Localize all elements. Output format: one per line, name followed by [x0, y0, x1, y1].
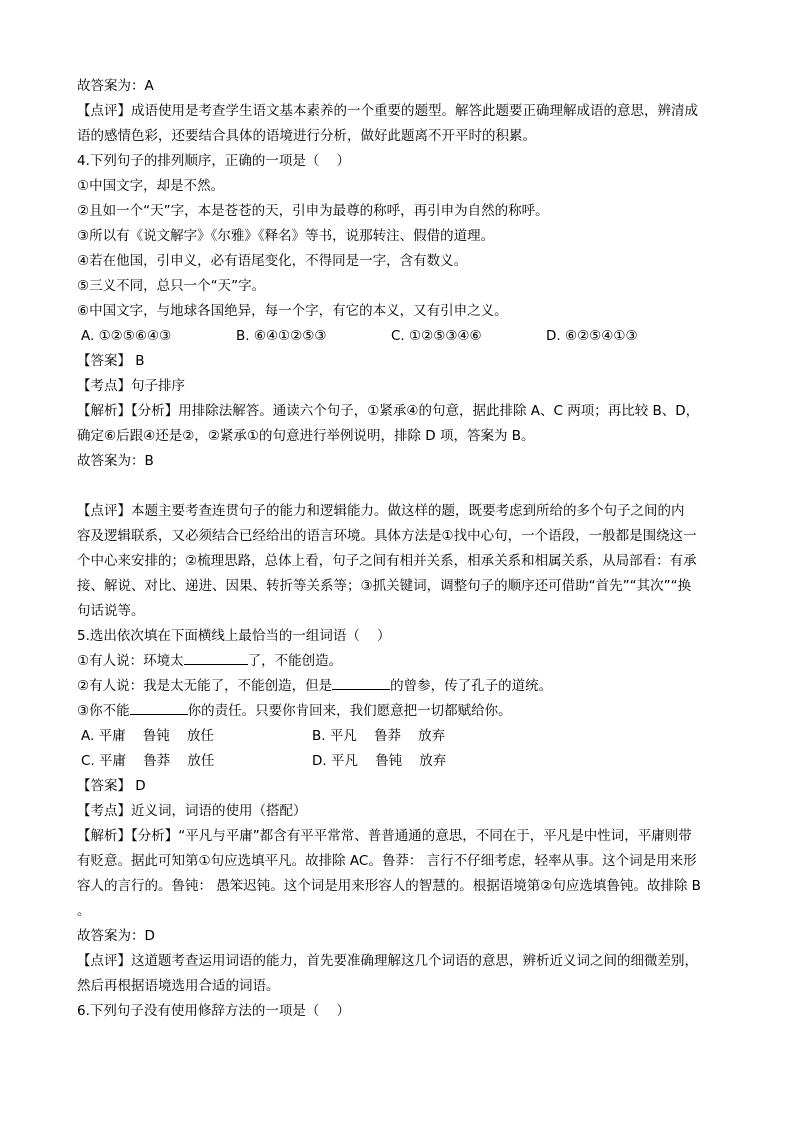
review-line: 然后再根据语境选用合适的词语。 [77, 978, 280, 994]
text-line: ③所以有《说文解字》《尔雅》《释名》等书，说那转注、假借的道理。 [77, 228, 495, 244]
analysis-line: 确定⑥后跟④还是②，②紧承①的句意进行举例说明，排除 D 项，答案为 B。 [77, 428, 535, 444]
question-6-title: 6.下列句子没有使用修辞方法的一项是（ ） [77, 1003, 351, 1019]
q5-option-a: A. 平庸 鲁钝 放任 [81, 728, 214, 744]
text-line: 故答案为：A [77, 78, 154, 94]
answer-line: 【答案】 B [77, 353, 145, 369]
question-5-title: 5.选出依次填在下面横线上最恰当的一组词语（ ） [77, 628, 391, 644]
q4-option-a: A. ①②⑤⑥④③ [81, 328, 172, 344]
document-page [77, 74, 725, 1024]
q4-options [77, 324, 725, 349]
analysis-line: 有贬意。据此可知第①句应选填平凡。故排除 AC。鲁莽： 言行不仔细考虑，轻率从事。这个词是用来形 [77, 853, 697, 869]
text-line: 故答案为：D [77, 928, 155, 944]
q5-option-b: B. 平凡 鲁莽 放弃 [312, 728, 446, 744]
fill-blank [130, 699, 188, 715]
q4-option-b: B. ⑥④①②⑤③ [236, 328, 327, 344]
review-line: 个中心来安排的；②梳理思路，总体上看，句子之间有相并关系，相承关系和相属关系，从局部看：有承 [77, 553, 697, 569]
question-4-title: 4.下列句子的排列顺序，正确的一项是（ ） [77, 153, 351, 169]
q5-option-d: D. 平凡 鲁钝 放弃 [312, 753, 447, 769]
text-line: 语的感情色彩，还要结合具体的语境进行分析，做好此题离不开平时的积累。 [77, 128, 536, 144]
q5-sentence-1: ①有人说：环境太 了，不能创造。 [77, 649, 725, 674]
q5-options-row-2 [77, 749, 725, 774]
text-line: ①中国文字，却是不然。 [77, 178, 225, 194]
q4-option-d: D. ⑥②⑤④①③ [546, 328, 638, 344]
review-line: 句话说等。 [77, 603, 145, 619]
review-line: 【点评】这道题考查运用词语的能力，首先要准确理解这几个词语的意思，辨析近义词之间的细微差别， [77, 953, 698, 969]
review-line: 【点评】本题主要考查连贯句子的能力和逻辑能力。做这样的题，既要考虑到所给的多个句子之间的内 [77, 503, 685, 519]
topic-line: 【考点】近义词，词语的使用（搭配） [77, 803, 307, 819]
analysis-line: 容人的言行的。鲁钝： 愚笨迟钝。这个词是用来形容人的智慧的。根据语境第②句应选填鲁钝。故排除 B [77, 878, 701, 894]
analysis-line: 。 [77, 903, 91, 919]
fill-blank [332, 674, 390, 690]
q5-options-row-1 [77, 724, 725, 749]
answer-line: 【答案】 D [77, 778, 146, 794]
spacer [77, 474, 725, 499]
q5-option-c: C. 平庸 鲁莽 放任 [81, 753, 215, 769]
text-line: 故答案为：B [77, 453, 154, 469]
fill-blank [184, 649, 248, 665]
q5-sentence-2: ②有人说：我是太无能了，不能创造，但是 的曾参，传了孔子的道统。 [77, 674, 725, 699]
text-line: ④若在他国，引申义，必有语尾变化，不得同是一字，含有数义。 [77, 253, 468, 269]
analysis-line: 【解析】【分析】“平凡与平庸”都含有平平常常、普普通通的意思，不同在于，平凡是中性词，平庸则带 [77, 828, 692, 844]
text-line: 【点评】成语使用是考查学生语文基本素养的一个重要的题型。解答此题要正确理解成语的意思，辨清成 [77, 103, 698, 119]
text-line: ⑥中国文字，与地球各国绝异，每一个字，有它的本义，又有引申之义。 [77, 303, 508, 319]
q5-sentence-3: ③你不能 你的责任。只要你肯回来，我们愿意把一切都赋给你。 [77, 699, 725, 724]
analysis-line: 【解析】【分析】用排除法解答。通读六个句子，①紧承④的句意，据此排除 A、C 两项；再比较 B、D， [77, 403, 700, 419]
text-line: ⑤三义不同，总只一个“天”字。 [77, 278, 266, 294]
text-line: ②且如一个“天”字，本是苍苍的天，引申为最尊的称呼，再引申为自然的称呼。 [77, 203, 549, 219]
topic-line: 【考点】句子排序 [77, 378, 185, 394]
review-line: 容及逻辑联系，又必须结合已经给出的语言环境。具体方法是①找中心句，一个语段，一般都是围绕这一 [77, 528, 697, 544]
q4-option-c: C. ①②⑤③④⑥ [391, 328, 482, 344]
review-line: 接、解说、对比、递进、因果、转折等关系等；③抓关键词，调整句子的顺序还可借助“首先”“其次”“换 [77, 578, 692, 594]
